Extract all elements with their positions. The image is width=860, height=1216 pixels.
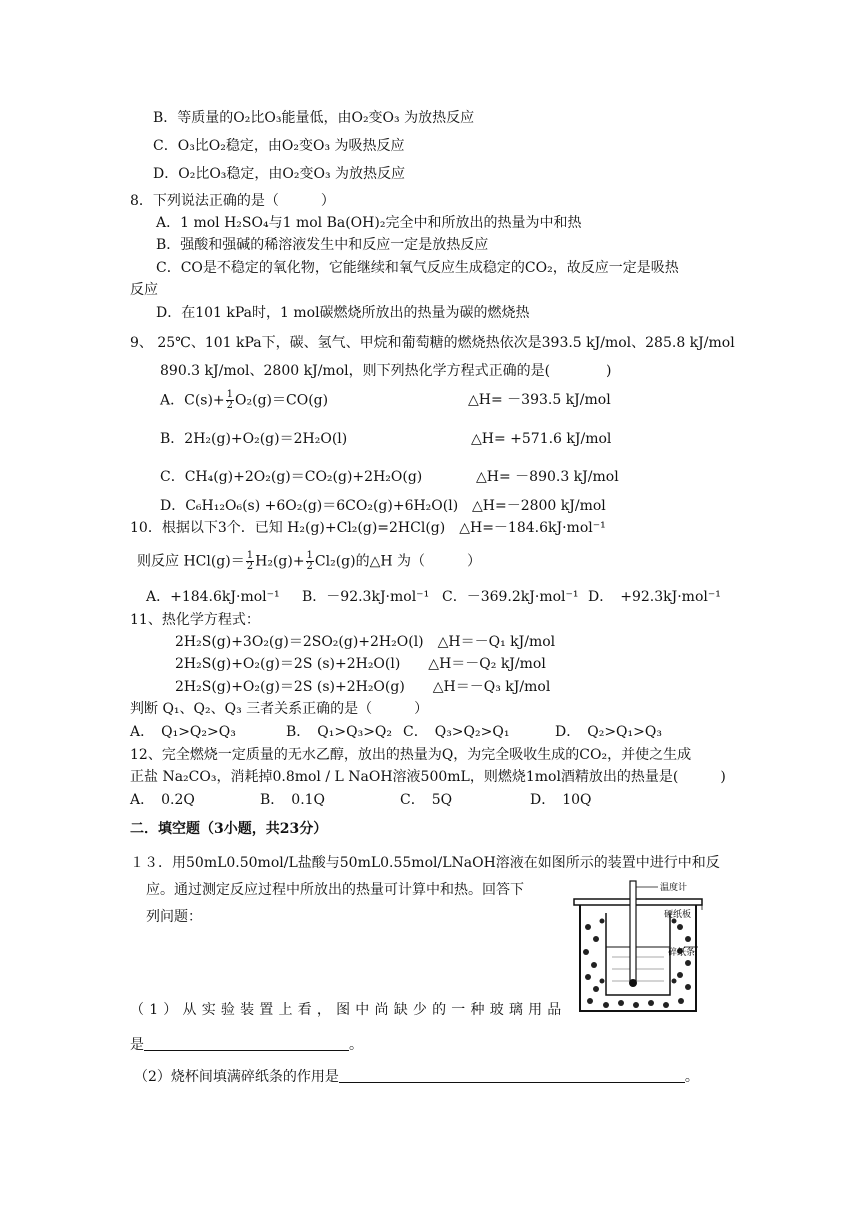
q11-stem: 11、热化学方程式： [130,612,260,628]
q9-option-a-equation [160,390,328,411]
q11-equation-2: 2H₂S(g)+O₂(g)＝2S (s)+2H₂O(l) △H＝－Q₂ kJ/mol [175,656,546,672]
label-paper-strips: 碎纸条 [668,948,696,958]
label-thermometer: 温度计 [660,883,688,893]
q11-option-d: D． Q₂>Q₁>Q₃ [555,724,662,740]
q9-option-c-dh: △H= －890.3 kJ/mol [476,469,619,485]
q9-a-eq-suffix: O₂(g)＝CO(g) [235,392,329,409]
q9-stem-line2: 890.3 kJ/mol、2800 kJ/mol，则下列热化学方程式正确的是( ) [160,363,612,379]
q9-option-a-dh: △H= －393.5 kJ/mol [468,392,611,408]
q7-option-d: D．O₂比O₃稳定，由O₂变O₃ 为放热反应 [153,166,406,182]
fraction-numerator: 1 [226,389,234,400]
q11-judge: 判断 Q₁、Q₂、Q₃ 三者关系正确的是（ ） [130,701,429,717]
q8-option-c-line1: C．CO是不稳定的氧化物，它能继续和氧气反应生成稳定的CO₂，故反应一定是吸热 [156,260,679,276]
q10-stem-line1: 10．根据以下3个．已知 H₂(g)+Cl₂(g)=2HCl(g) △H=－184.6kJ·mol⁻¹ [130,520,606,536]
q8-option-d: D．在101 kPa时，1 mol碳燃烧所放出的热量为碳的燃烧热 [156,305,530,321]
section-2-title: 二．填空题（3小题，共23分） [130,821,328,837]
q10-option-c: C．－369.2kJ·mol⁻¹ [442,589,579,605]
q8-option-a: A．1 mol H₂SO₄与1 mol Ba(OH)₂完全中和所放出的热量为中和热 [156,215,582,231]
q12-option-b: B． 0.1Q [260,792,326,808]
q10-stem-mid: H₂(g)+ [255,553,305,570]
q10-stem-suffix: Cl₂(g)的△H 为（ ） [314,553,482,570]
q10-option-a: A．+184.6kJ·mol⁻¹ [146,589,280,605]
q12-option-d: D． 10Q [530,792,592,808]
q7-option-c: C．O₃比O₂稳定，由O₂变O₃ 为吸热反应 [153,138,405,154]
q13-part1-prefix: 是 [130,1037,144,1053]
q9-a-eq-prefix: A．C(s)+ [160,392,225,409]
q12-stem-line2: 正盐 Na₂CO₃，消耗掉0.8mol / L NaOH溶液500mL，则燃烧1mol酒精放出的热量是( ) [130,769,726,785]
q7-option-b: B．等质量的O₂比O₃能量低，由O₂变O₃ 为放热反应 [153,110,475,126]
q9-option-b-equation: B．2H₂(g)+O₂(g)＝2H₂O(l) [160,431,348,447]
fraction-one-half [306,551,314,572]
q11-equation-1: 2H₂S(g)+3O₂(g)＝2SO₂(g)+2H₂O(l) △H＝－Q₁ kJ/mol [175,634,556,650]
q8-stem: 8．下列说法正确的是（ ） [130,193,335,209]
q10-stem-prefix: 则反应 HCl(g)＝ [137,553,245,570]
q10-stem-line2 [137,551,481,572]
q13-stem-line3: 列问题： [146,909,202,925]
q13-part1-line1: （1）从实验装置上看，图中尚缺少的一种玻璃用品 [130,1002,567,1018]
q9-option-c-equation: C．CH₄(g)+2O₂(g)＝CO₂(g)+2H₂O(g) [160,469,423,485]
q10-option-d: D． +92.3kJ·mol⁻¹ [588,589,721,605]
q11-option-c: C． Q₃>Q₂>Q₁ [403,724,510,740]
q11-equation-3: 2H₂S(g)+O₂(g)＝2S (s)+2H₂O(g) △H＝－Q₃ kJ/mol [175,679,551,695]
q12-stem-line1: 12、完全燃烧一定质量的无水乙醇，放出的热量为Q，为完全吸收生成的CO₂，并使之生成 [130,747,692,763]
q11-option-a: A． Q₁>Q₂>Q₃ [130,724,236,740]
q12-option-a: A． 0.2Q [130,792,195,808]
q12-option-c: C． 5Q [400,792,453,808]
q13-part2-end: 。 [684,1069,699,1085]
answer-blank-2[interactable] [339,1068,685,1083]
calorimeter-apparatus-figure [566,877,726,1017]
q8-option-c-line2: 反应 [130,282,158,298]
q11-option-b: B． Q₁>Q₃>Q₂ [286,724,393,740]
q8-option-b: B．强酸和强碱的稀溶液发生中和反应一定是放热反应 [156,237,489,253]
fraction-one-half [246,551,254,572]
q9-option-d-equation: D．C₆H₁₂O₆(s) +6O₂(g)＝6CO₂(g)+6H₂O(l) [160,498,459,514]
answer-blank-1[interactable] [144,1036,349,1051]
q9-option-d-dh: △H=－2800 kJ/mol [472,498,606,514]
q9-stem-line1: 9、 25℃、101 kPa下，碳、氢气、甲烷和葡萄糖的燃烧热依次是393.5 kJ/mol、285.8 kJ/mol [130,335,735,351]
fraction-denominator: 2 [246,561,254,572]
fraction-numerator: 1 [306,550,313,561]
q13-part1-end: 。 [349,1037,363,1053]
fraction-denominator: 2 [306,561,313,572]
q13-stem-line2: 应。通过测定反应过程中所放出的热量可计算中和热。回答下 [146,882,524,898]
fraction-one-half [226,390,234,411]
fraction-denominator: 2 [226,400,234,411]
q13-part2-prefix: （2）烧杯间填满碎纸条的作用是 [134,1069,339,1085]
q13-stem-line1: １３．用50mL0.50mol/L盐酸与50mL0.55mol/LNaOH溶液在如图所示的装置中进行中和反 [130,855,720,871]
q13-part2 [134,1067,699,1087]
label-hard-board: 硬纸板 [664,910,692,920]
q10-option-b: B．－92.3kJ·mol⁻¹ [302,589,430,605]
q9-option-b-dh: △H= +571.6 kJ/mol [471,431,612,447]
q13-part1-line2 [130,1035,363,1055]
fraction-numerator: 1 [246,550,254,561]
